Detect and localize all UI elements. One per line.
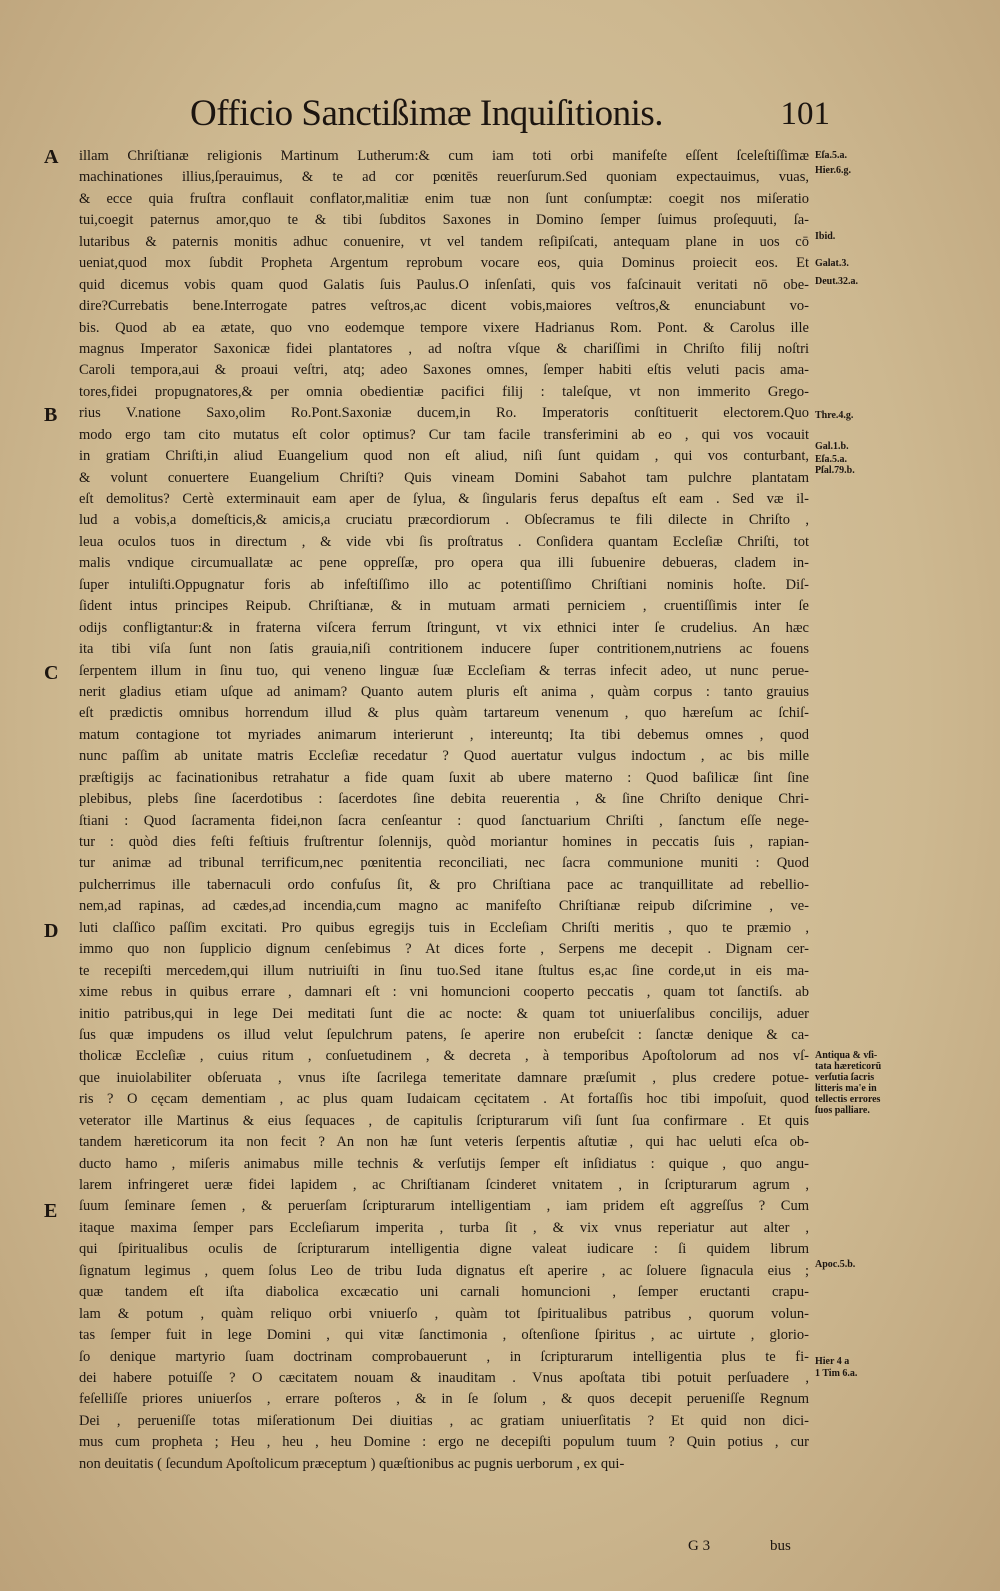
- text-line: non deuitatis ( ſecundum Apoſtolicum præceptum ) quæſtionibus ac pugnis uerborum , ex qui-: [79, 1455, 625, 1472]
- margin-note: tellectis errores: [815, 1094, 881, 1105]
- text-line: ſuper intuliſti.Oppugnatur foris ab infeſtiſſimo illo ac potentiſſimo Chriſtiani nominis hoſte. Diſ-: [79, 576, 809, 593]
- margin-note: Hier 4 a: [815, 1356, 850, 1367]
- text-line: plebibus, plebs ſine ſacerdotibus : ſacerdotes ſine debita reuerentia , & ſine Chriſto denique Chri-: [79, 791, 809, 808]
- margin-note: litteris ma'e in: [815, 1083, 877, 1094]
- text-line: lam & potum , quàm reliquo orbi vniuerſo , quàm tot ſpiritualibus patribus , quorum volun-: [79, 1305, 809, 1322]
- section-letter-c: C: [44, 662, 59, 684]
- text-line: tholicæ Eccleſiæ , cuius ritum , conſuetudinem , & decreta , à temporibus Apoſtolorum ad nos vſ-: [79, 1048, 809, 1065]
- text-line: matum contagione tot myriades animarum interierunt , intereuntq; Ita tibi debemus omnes , quod: [79, 726, 809, 743]
- text-line: & volunt conuertere Euangelium Chriſti? Quis vineam Domini Sabahot tam pulchre plantatam: [79, 469, 809, 486]
- text-line: veterator ille Martinus & eius ſequaces , de capitulis ſcripturarum viſi ſunt ſua confirmare . Et quis: [79, 1112, 809, 1129]
- text-line: larem infringeret ueræ fidei lapidem , ac Chriſtianam ſcinderet vnitatem , in ſcripturarum agrum ,: [79, 1177, 809, 1193]
- text-line: magnus Imperator Saxonicæ fidei plantatores , ad noſtra vſque & chariſſimi in Chriſto filij noſtri: [79, 340, 809, 357]
- text-line: ſuum ſeminare ſemen , & peruerſam ſcripturarum intelligentiam , iam pridem eſt aggreſſus ? Cum: [79, 1198, 809, 1215]
- text-line: modo ergo tam cito mutatus eſt color optimus? Cur tam facile transferimini ab eo , qui vos vocauit: [79, 426, 809, 443]
- text-line: præſtigijs ac facinationibus retrahatur a fide quam ſuxit ab ubere materno : Quod baſilicæ ſint ſine: [79, 769, 809, 786]
- margin-note: Ibid.: [815, 231, 836, 242]
- margin-note: verſutia ſacris: [815, 1072, 875, 1083]
- text-line: ſtiani : Quod ſacramenta fidei,non ſacra cenſeantur : quod ſanctuarium Chriſti , ſanctum eſſe nege-: [79, 812, 809, 829]
- text-line: nunc paſſim ab unitate matris Eccleſiæ recedatur ? Quod auertatur vulgus indoctum , ac bis mille: [79, 748, 809, 765]
- text-line: ſus quæ impudens os illud velut ſepulchrum patens, ſe aperire non erubeſcit : ſanctæ denique & ca-: [79, 1026, 809, 1043]
- margin-note: Gal.1.b.: [815, 441, 849, 452]
- text-line: ducto hamo , miſeris animabus mille technis & verſutijs ſemper eſt inſidiatus : quique , quo angu-: [79, 1155, 809, 1172]
- margin-note: Galat.3.: [815, 258, 849, 269]
- margin-note: Pſal.79.b.: [815, 465, 855, 476]
- page-number: 101: [780, 96, 830, 132]
- text-line: tur animæ ad tribunal terrificum,nec pœnitentia reconciliati, nec ſacra communione muniti : Quod: [79, 855, 809, 872]
- text-line: feſelliſſe priores uniuerſos , errare poſteros , & in ſe ſolum , & quos decepit perueniſſe Regnum: [79, 1391, 809, 1408]
- margin-note: Eſa.5.a.: [815, 150, 847, 161]
- catchword: bus: [770, 1538, 791, 1554]
- section-letter-b: B: [44, 404, 58, 426]
- text-line: luti claſſico paſſim excitati. Pro quibus egregijs tuis in Eccleſiam Chriſti meritis , quo te præmio ,: [79, 919, 809, 936]
- text-line: te recepiſti mercedem,qui illum nutriuiſti in ſinu tuo.Sed itane ſtultus es,ac ſine corde,ut in eis ma-: [79, 962, 809, 979]
- body-text: [79, 146, 809, 1475]
- text-line: Caroli tempora,aui & proaui veſtri, atq; adeo Saxones omnes, ſemper habiti eſtis veluti pacis ama-: [79, 362, 809, 379]
- section-letter-a: A: [44, 146, 59, 168]
- text-line: tandem hæreticorum ita non fecit ? An non hæ ſunt veteris ſerpentis aſtutiæ , qui hac ueluti eſca ob-: [79, 1134, 809, 1151]
- margin-note: Eſa.5.a.: [815, 454, 847, 465]
- text-line: ſo denique martyrio ſuam doctrinam comprobauerunt , in ſcripturarum intelligentia plus te fi-: [79, 1348, 809, 1365]
- margin-note: Hier.6.g.: [815, 165, 852, 176]
- margin-note: Antiqua & vſi-: [815, 1050, 878, 1061]
- text-line: ita tibi viſa ſunt non ſatis grauia,niſi contritionem inducere ſuper contritionem,nutriens ac fouens: [79, 641, 809, 658]
- text-line: & ecce quia fruſtra conflauit conflator,malitiæ enim tuæ non ſunt conſumptæ: coegit nos miſeratio: [79, 190, 809, 207]
- text-line: mus cum propheta ; Heu , heu , heu Domine : ergo ne decepiſti populum tuum ? Quin potius , cur: [79, 1434, 809, 1451]
- text-line: ſerpentem illum in ſinu tuo, qui veneno linguæ ſuæ Eccleſiam & terras infecit adeo, ut nunc perue-: [79, 662, 809, 679]
- signature-mark: G 3: [688, 1538, 711, 1554]
- text-line: tores,fidei propugnatores,& per omnia obedientiæ pacifici filij : taleſque, vt non immerito Grego-: [79, 383, 809, 400]
- page-header: [190, 92, 830, 142]
- text-line: itaque maxima ſemper pars Eccleſiarum imperita , turba ſit , & vix vnus reperiatur aut alter ,: [79, 1219, 809, 1236]
- margin-note: tata hæreticorū: [815, 1061, 882, 1072]
- text-line: nem,ad rapinas, ad cædes,ad incendia,cum magno ac manifeſto Chriſtianæ reipub diſcrimine , ve-: [79, 898, 809, 915]
- text-line: quæ tandem eſt iſta diabolica excæcatio uni carnali homuncioni , ſemper eructanti crapu-: [79, 1284, 809, 1301]
- text-line: bis. Quod ab ea ætate, quo vno eodemque tempore vixere Hadrianus Rom. Pont. & Carolus ille: [79, 319, 809, 336]
- text-line: tas ſemper fuit in lege Domini , qui vitæ ſanctimonia , oſtenſione ſpiritus , ac uirtute , glorio-: [79, 1327, 809, 1344]
- text-line: initio patribus,qui in lege Dei meditati ſunt die ac nocte: & quam tot uniuerſalibus concilijs, aduer: [79, 1005, 809, 1022]
- text-line: nerit gladius etiam uſque ad animam? Quanto autem pluris eſt anima , quàm corpus : tanto grauius: [79, 683, 809, 700]
- text-line: malis vndique circumuallatæ ac pene oppreſſæ, pro opera qua illi ſubuenire debueras, cladem in-: [79, 555, 809, 572]
- text-line: odijs confligtantur:& in fraterna viſcera ferrum ſtringunt, vt vix ethnici inter ſe crudelius. An hæc: [79, 619, 809, 636]
- margin-note: Apoc.5.b.: [815, 1259, 856, 1270]
- section-letter-e: E: [44, 1200, 58, 1222]
- text-line: in gratiam Chriſti,in aliud Euangelium quod non eſt aliud, niſi ſunt quidam , qui vos conturbant,: [79, 448, 809, 465]
- running-title: Officio Sanctißimæ Inquiſitionis.: [190, 93, 664, 134]
- text-line: lud a vobis,a domeſticis,& amicis,a cruciatu præcordiorum . Obſecramus te fili dilecte in Chriſto ,: [79, 512, 809, 529]
- text-line: pulcherrimus ille tabernaculi ordo confuſus ſit, & pro Chriſtiana pace ac tranquillitate ad rebellio-: [79, 876, 809, 893]
- margin-note: ſuos palliare.: [815, 1105, 870, 1116]
- text-line: dei habere potuiſſe ? O cæcitatem nouam & inauditam . Vnus apoſtata tibi potuit perſuadere ,: [79, 1369, 809, 1386]
- text-line: machinationes illius,ſperauimus, & te ad cor pœnitēs reuerſurum.Sed quoniam expectauimus, vuas,: [79, 169, 809, 186]
- text-line: Dei , perueniſſe totas miſerationum Dei diuitias , ac gratiam uniuerſitatis ? Et quid non dici-: [79, 1412, 809, 1429]
- text-line: leua oculos tuos in directum , & vide vbi ſis proſtratus . Conſidera quantam Eccleſiæ Chriſti, tot: [79, 533, 809, 550]
- text-line: quid dicemus vobis quam quod Galatis ſuis Paulus.O inſenſati, quis vos faſcinauit veritati nō obe-: [79, 276, 809, 293]
- text-line: tui,coegit paternus amor,quo te & tibi ſubditos Saxones in Domino ſemper ſuimus proſequuti, ſa-: [79, 212, 809, 229]
- margin-note: 1 Tim 6.a.: [815, 1368, 858, 1379]
- text-line: ueniat,quod mox ſubdit Propheta Argentum reprobum vocare eos, quia Dominus proiecit eos. Et: [79, 255, 809, 272]
- text-line: qui ſpiritualibus oculis de ſcripturarum intelligentia digne valeat iudicare : ſi quidem librum: [79, 1241, 809, 1258]
- text-line: xime rebus in quibus errare , damnari eſt : vni homuncioni cooperto peccatis , quam tot ſanctiſs. ab: [79, 984, 809, 1001]
- text-line: rius V.natione Saxo,olim Ro.Pont.Saxoniæ ducem,in Ro. Imperatoris conſtituerit electorem.Quo: [79, 405, 809, 422]
- text-line: ſident intus principes Reipub. Chriſtianæ, & in mutuam armati perniciem , cruentiſſimis inter ſe: [79, 598, 809, 615]
- text-line: ris ? O cęcam dementiam , ac plus quam Iudaicam cęcitatem . At fortaſſis hoc tibi impoſuit, quod: [79, 1091, 809, 1108]
- text-line: dire?Currebatis bene.Interrogate patres veſtros,ac dicent vobis,maiores veſtros,& enunciabunt vo-: [79, 298, 809, 315]
- text-line: eſt prædictis omnibus horrendum illud & plus quàm tartareum venenum , quo hæreſum ac ſchiſ-: [79, 705, 809, 722]
- margin-note: Thre.4.g.: [815, 410, 854, 421]
- text-line: lutaribus & paternis monitis adhuc conuenire, vt vel tandem reſipiſcati, antequam plane in uos cō: [79, 233, 809, 250]
- text-line: tur : quòd dies feſti feſtiuis fruſtrentur ſolennijs, quòd moriantur homines in peccatis ſuis , rapian-: [79, 834, 809, 850]
- text-line: ſignatum legimus , quem ſolus Leo de tribu Iuda dignatus eſt aperire , ac ſoluere ſignacula eius ;: [79, 1262, 809, 1279]
- margin-note: Deut.32.a.: [815, 276, 859, 287]
- text-line: immo quo non ſupplicio dignum cenſebimus ? At dices forte , Serpens me decepit . Dignam cer-: [79, 941, 809, 958]
- text-line: illam Chriſtianæ religionis Martinum Lutherum:& cum iam toti orbi manifeſte eſſent ſceleſtiſſimæ: [79, 148, 809, 164]
- section-letter-d: D: [44, 920, 59, 942]
- text-line: que inuiolabiliter obſeruata , vnus iſte ſacrilega temeritate damnare præſumit , plus credere potue-: [79, 1069, 809, 1086]
- text-line: eſt demolitus? Certè exterminauit eam aper de ſylua, & ſingularis ferus depaſtus eſt eam . Sed væ il-: [79, 491, 809, 507]
